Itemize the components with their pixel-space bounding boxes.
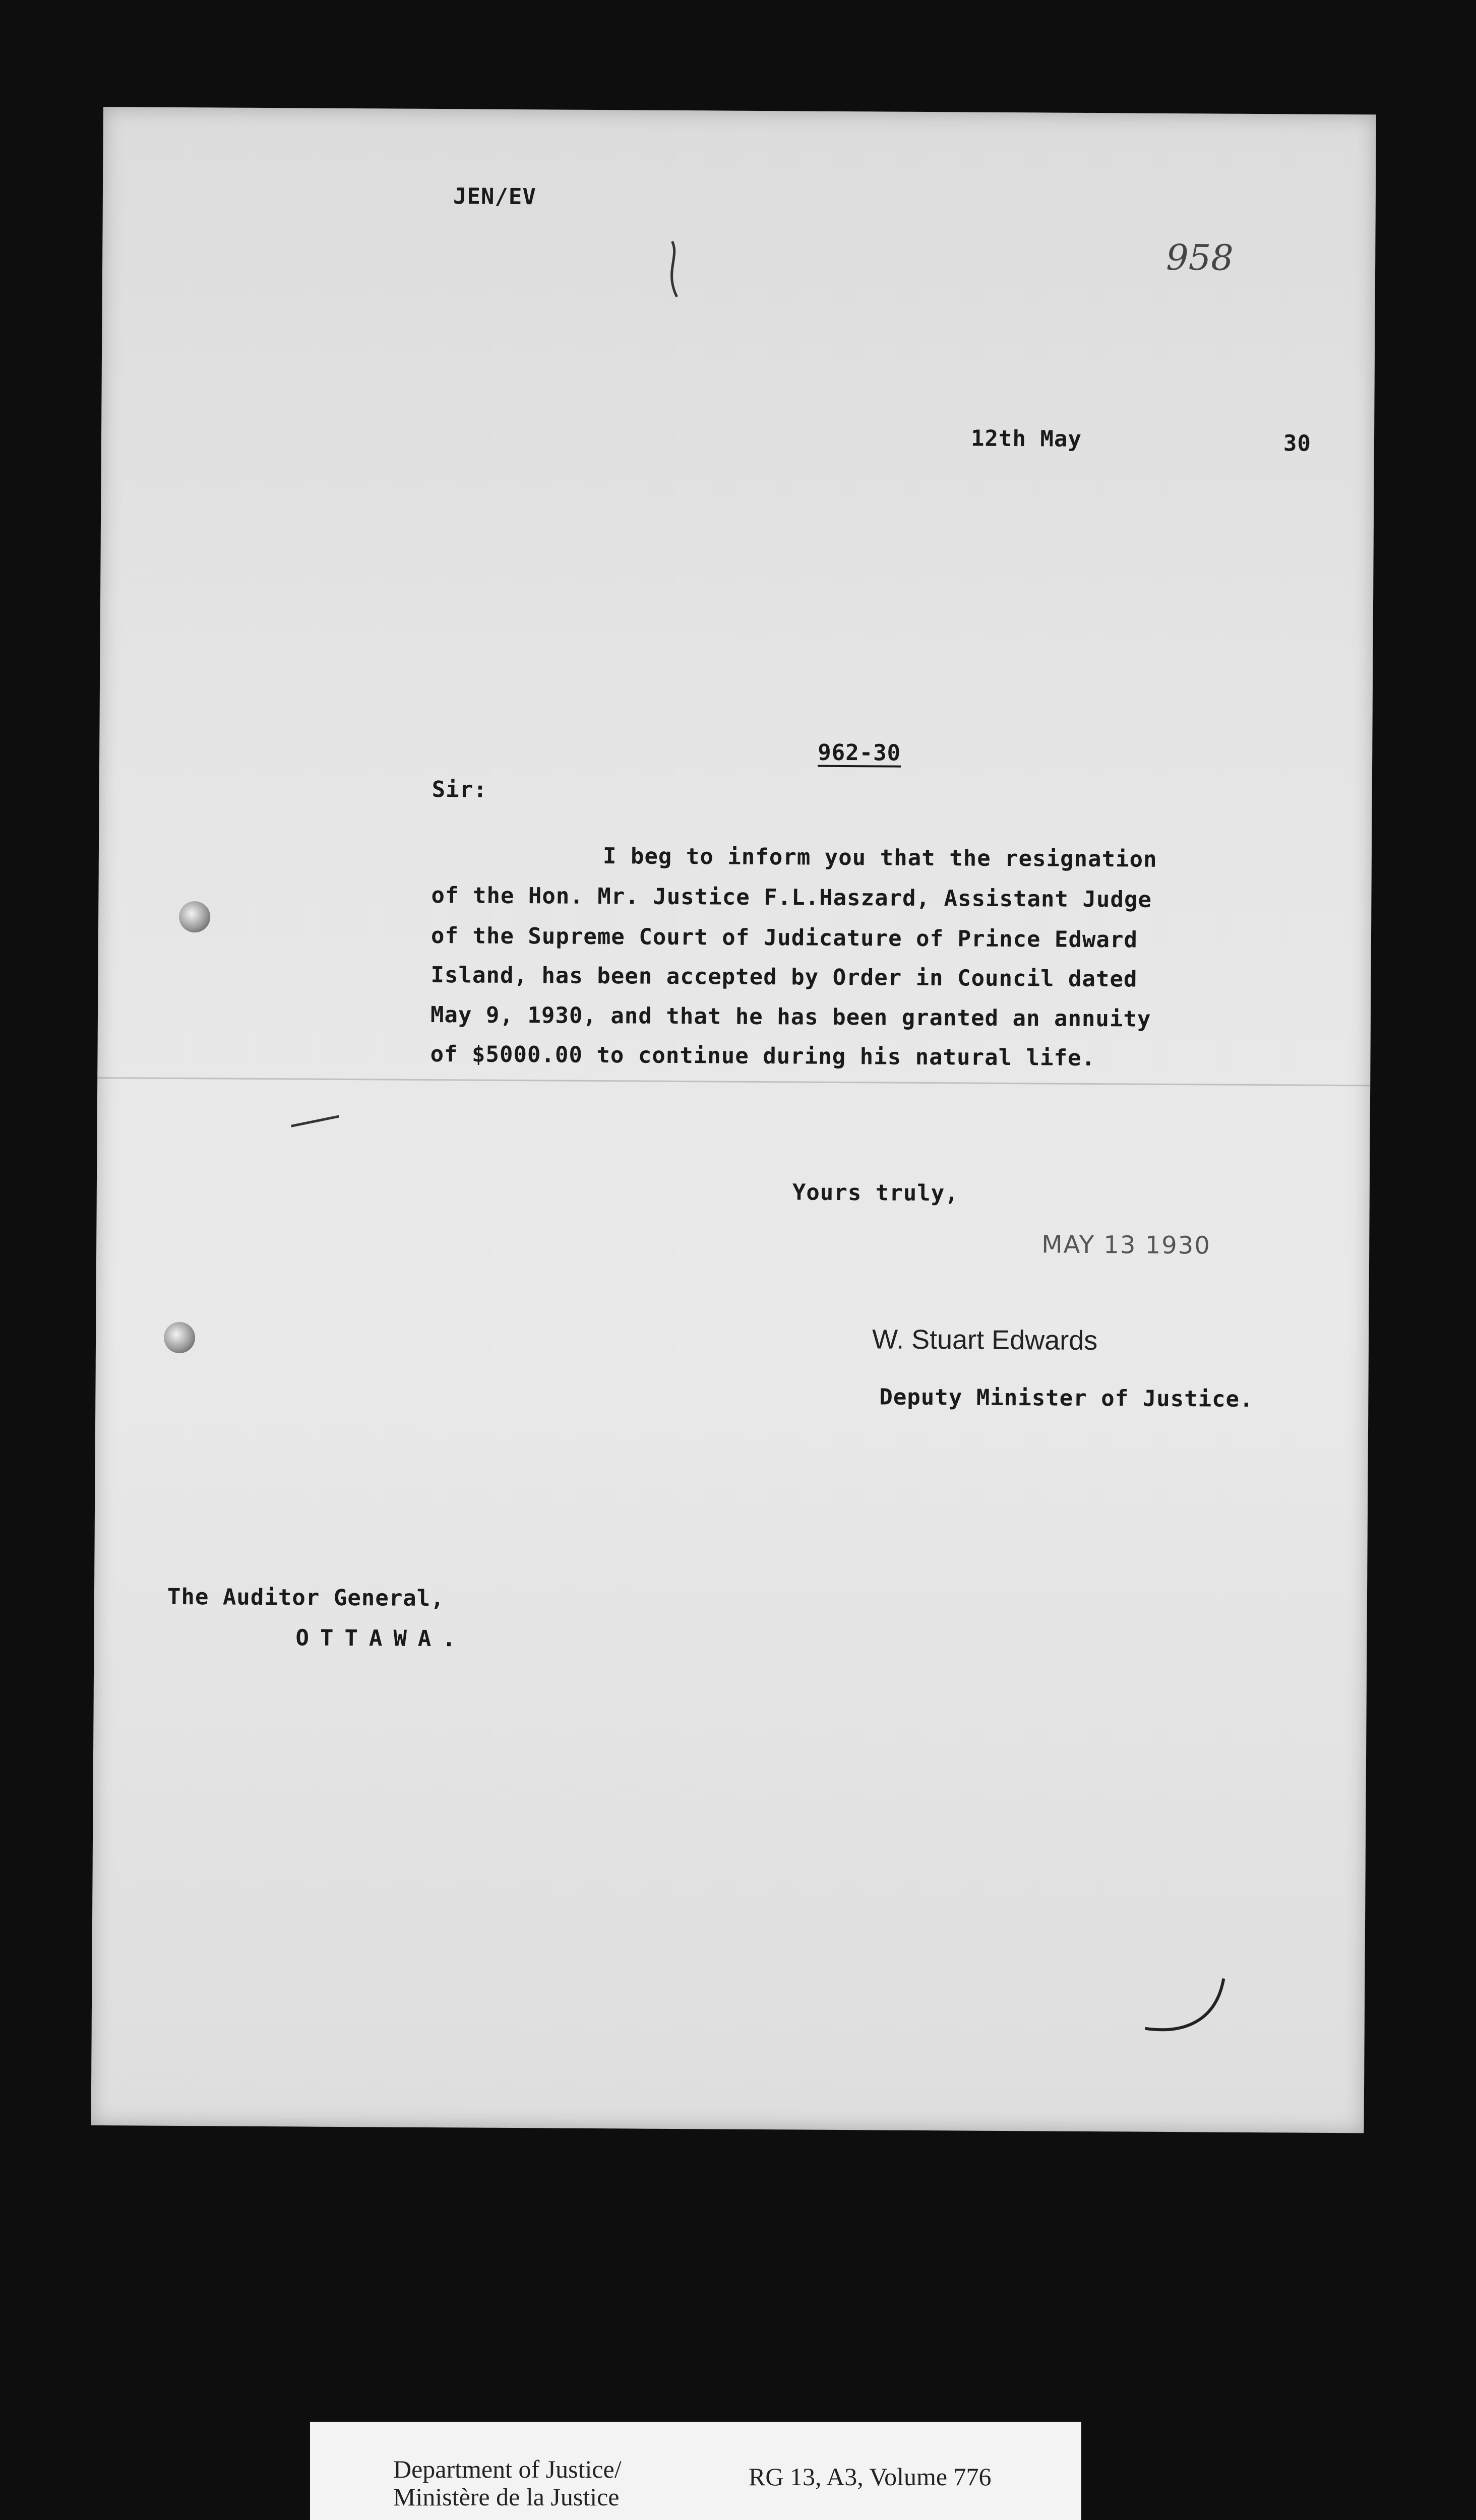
reference-initials: JEN/EV [453, 183, 537, 210]
signer-title: Deputy Minister of Justice. [879, 1384, 1254, 1412]
department-french: Ministère de la Justice [393, 2483, 620, 2511]
pen-mark [1140, 1968, 1232, 2039]
record-group-reference: RG 13, A3, Volume 776 [749, 2463, 992, 2491]
addressee: The Auditor General, [167, 1584, 445, 1612]
received-date-stamp: MAY 13 1930 [1041, 1230, 1211, 1260]
letter-year: 30 [1283, 430, 1312, 457]
department-english: Department of Justice/ [393, 2455, 622, 2483]
punch-hole-bottom [164, 1322, 195, 1353]
body-line-5: May 9, 1930, and that he has been granted an annuity [430, 1001, 1151, 1032]
body-line-3: of the Supreme Court of Judicature of Prince Edward [430, 923, 1138, 953]
pen-mark [662, 236, 693, 302]
letter-date: 12th May [970, 425, 1082, 452]
body-line-1: I beg to inform you that the resignation [602, 843, 1157, 872]
closing: Yours truly, [792, 1179, 959, 1207]
file-number: 962-30 [818, 739, 901, 766]
punch-hole-top [179, 901, 210, 932]
signature: W. Stuart Edwards [872, 1324, 1098, 1356]
body-line-2: of the Hon. Mr. Justice F.L.Haszard, Assistant Judge [431, 883, 1152, 913]
body-line-6: of $5000.00 to continue during his natural life. [430, 1041, 1096, 1072]
handwritten-folio-number: 958 [1165, 236, 1234, 279]
addressee-city: OTTAWA. [295, 1625, 467, 1652]
fold-line [97, 1077, 1370, 1086]
body-line-4: Island, has been accepted by Order in Council dated [430, 962, 1138, 992]
salutation: Sir: [432, 777, 487, 803]
archive-reference-label [310, 2422, 1081, 2520]
letter-page [91, 107, 1376, 2133]
pen-mark [289, 1111, 344, 1131]
